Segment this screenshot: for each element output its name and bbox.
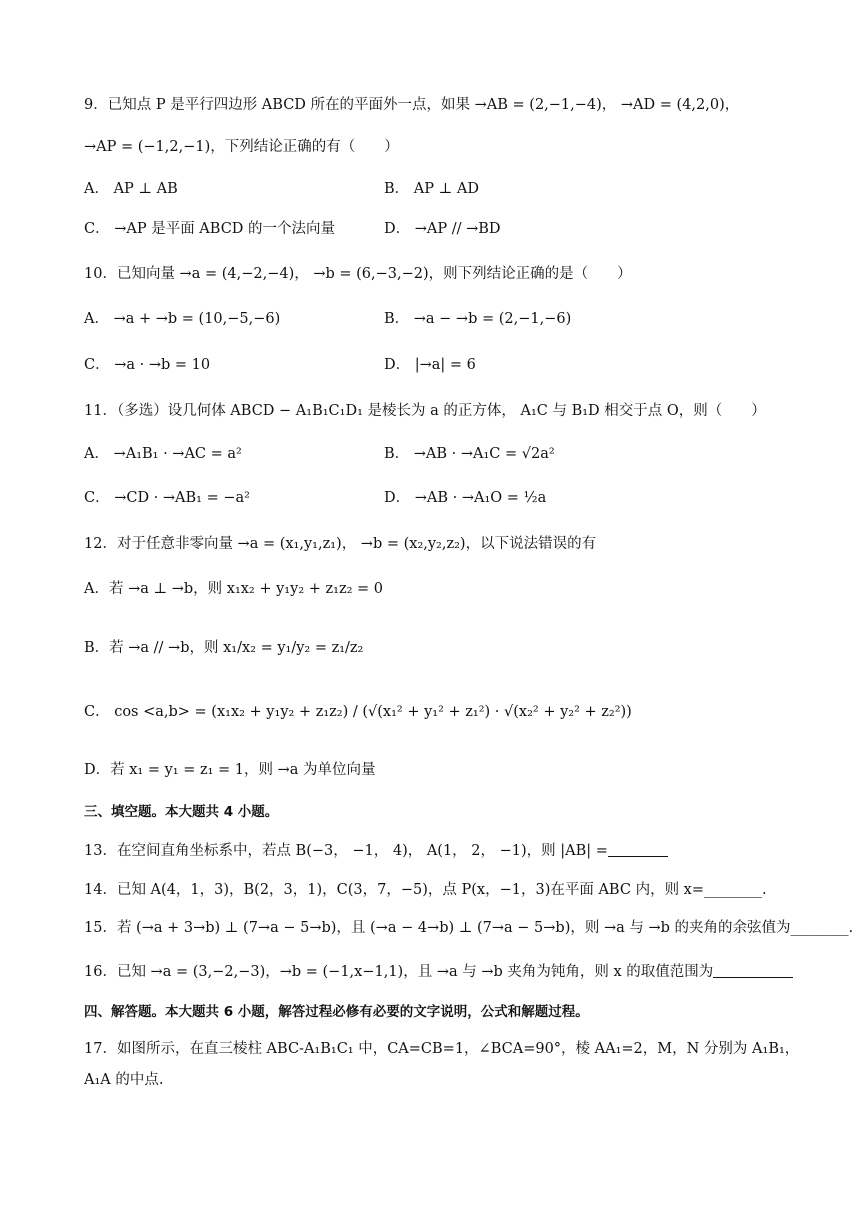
q11-option-b: B． →AB · →A₁C = √2a² xyxy=(384,446,555,462)
q10-option-a: A． →a + →b = (10,−5,−6) xyxy=(84,311,281,327)
q11-stem: 11．（多选）设几何体 ABCD − A₁B₁C₁D₁ 是棱长为 a 的正方体， A₁C 与 B₁D 相交于点 O，则（ ） xyxy=(84,403,766,419)
question-14: 14．已知 A(4，1，3)，B(2，3，1)，C(3，7，−5)，点 P(x，−1，3)在平面 ABC 内，则 x=________. xyxy=(84,882,767,898)
q13-answer-blank[interactable] xyxy=(608,842,668,857)
question-13 xyxy=(84,840,668,862)
q12-stem: 12．对于任意非零向量 →a = (x₁,y₁,z₁)， →b = (x₂,y₂,z₂)，以下说法错误的有 xyxy=(84,536,597,552)
q9-option-b: B． AP ⊥ AD xyxy=(384,181,479,197)
q11-option-d: D． →AB · →A₁O = ½a xyxy=(384,490,547,506)
q10-option-b: B． →a − →b = (2,−1,−6) xyxy=(384,311,572,327)
q9-option-a: A． AP ⊥ AB xyxy=(84,181,178,197)
q10-option-c: C． →a · →b = 10 xyxy=(84,357,211,373)
q9-stem-line1: 9．已知点 P 是平行四边形 ABCD 所在的平面外一点，如果 →AB = (2,−1,−4)， →AD = (4,2,0)， xyxy=(84,97,740,113)
q13-text: 13．在空间直角坐标系中，若点 B(−3， −1， 4)， A(1， 2， −1)，则 |AB| = xyxy=(84,843,608,859)
q12-option-a: A．若 →a ⊥ →b，则 x₁x₂ + y₁y₂ + z₁z₂ = 0 xyxy=(84,581,383,597)
section-heading-solutions: 四、解答题。本大题共 6 小题，解答过程必修有必要的文字说明，公式和解题过程。 xyxy=(84,1004,589,1020)
q16-answer-blank[interactable] xyxy=(713,963,793,978)
q17-stem-line2: A₁A 的中点. xyxy=(84,1072,164,1088)
q10-stem: 10．已知向量 →a = (4,−2,−4)， →b = (6,−3,−2)，则下列结论正确的是（ ） xyxy=(84,266,632,282)
question-15: 15．若 (→a + 3→b) ⊥ (7→a − 5→b)，且 (→a − 4→b) ⊥ (7→a − 5→b)，则 →a 与 →b 的夹角的余弦值为________. xyxy=(84,920,854,936)
q11-option-a: A． →A₁B₁ · →AC = a² xyxy=(84,446,242,462)
q9-stem-line2: →AP = (−1,2,−1)，下列结论正确的有（ ） xyxy=(84,139,399,155)
q11-option-c: C． →CD · →AB₁ = −a² xyxy=(84,490,250,506)
q16-text: 16．已知 →a = (3,−2,−3)，→b = (−1,x−1,1)，且 →a 与 →b 夹角为钝角，则 x 的取值范围为 xyxy=(84,964,714,980)
q9-option-d: D． →AP // →BD xyxy=(384,221,501,237)
q17-stem-line1: 17．如图所示，在直三棱柱 ABC-A₁B₁C₁ 中，CA=CB=1，∠BCA=90°，棱 AA₁=2，M，N 分别为 A₁B₁， xyxy=(84,1041,800,1057)
question-16 xyxy=(84,961,793,983)
q12-option-b: B．若 →a // →b，则 x₁/x₂ = y₁/y₂ = z₁/z₂ xyxy=(84,640,364,656)
q9-option-c: C． →AP 是平面 ABCD 的一个法向量 xyxy=(84,221,336,237)
q12-option-c: C． cos <a,b> = (x₁x₂ + y₁y₂ + z₁z₂) / (√(x₁² + y₁² + z₁²) · √(x₂² + y₂² + z₂²)) xyxy=(84,704,632,720)
section-heading-fill-in: 三、填空题。本大题共 4 小题。 xyxy=(84,804,279,820)
q10-option-d: D． |→a| = 6 xyxy=(384,357,476,373)
q12-option-d: D．若 x₁ = y₁ = z₁ = 1，则 →a 为单位向量 xyxy=(84,762,376,778)
